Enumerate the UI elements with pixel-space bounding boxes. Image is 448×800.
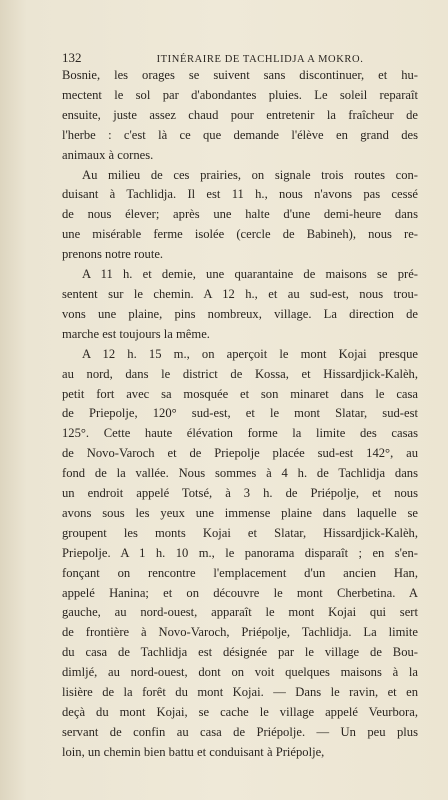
text-line: Au milieu de ces prairies, on signale trois routes con-	[82, 167, 418, 182]
text-line: fond de la vallée. Nous sommes à 4 h. de Tachlidja dans	[62, 466, 418, 481]
text-line: mectent le sol par d'abondantes pluies. Le soleil reparaît	[62, 87, 418, 102]
text-line: au nord, dans le district de Kossa, et Hissardjick-Kalèh,	[62, 366, 418, 381]
paragraph	[62, 265, 418, 345]
text-line: ensuite, juste assez chaud pour entretenir la fraîcheur de	[62, 107, 418, 122]
text-line: groupent les monts Kojai et Slatar, Hissardjick-Kalèh,	[62, 525, 418, 540]
text-line: animaux à cornes.	[62, 147, 154, 162]
text-line: avons sous les yeux une immense plaine dans laquelle se	[62, 505, 418, 520]
text-line: sentent sur le chemin. A 12 h., et au sud-est, nous trou-	[62, 286, 418, 301]
page-number: 132	[62, 50, 82, 65]
text-line: fonçant on rencontre l'emplacement d'un ancien Han,	[62, 565, 418, 580]
text-line: un endroit appelé Totsé, à 3 h. de Priépolje, et nous	[62, 486, 418, 501]
text-line: une misérable ferme isolée (cercle de Babineh), nous re-	[62, 227, 418, 242]
text-line: Bosnie, les orages se suivent sans discontinuer, et hu-	[62, 68, 418, 82]
text-line: appelé Hanina; et on découvre le mont Cherbetina. A	[62, 585, 418, 600]
text-line: gauche, au nord-ouest, apparaît le mont Kojai qui sert	[62, 605, 418, 620]
text-line: loin, un chemin bien battu et conduisant à Priépolje,	[62, 744, 325, 759]
text-line: marche est toujours la même.	[62, 326, 210, 341]
text-line: duisant à Tachlidja. Il est 11 h., nous n'avons pas cessé	[62, 187, 418, 202]
text-line: l'herbe : c'est là ce que demande l'élève en grand des	[62, 127, 418, 142]
page-header	[62, 50, 418, 66]
paragraph	[62, 66, 418, 166]
running-title: ITINÉRAIRE DE TACHLIDJA A MOKRO.	[156, 54, 364, 65]
text-line: du casa de Tachlidja est désignée par le village de Bou-	[62, 645, 418, 660]
text-line: A 11 h. et demie, une quarantaine de maisons se pré-	[82, 267, 418, 282]
text-line: de nous élever; après une halte d'une demi-heure dans	[62, 207, 418, 222]
text-line: prenons notre route.	[62, 247, 164, 262]
text-line: dimljé, au nord-ouest, dont on voit quelques maisons à la	[62, 665, 418, 680]
text-line: servant de confin au casa de Priépolje. — Un peu plus	[62, 724, 418, 739]
paragraph	[62, 345, 418, 763]
paragraph	[62, 166, 418, 266]
body-text	[62, 66, 418, 763]
text-line: petit fort avec sa mosquée et son minaret dans le casa	[62, 386, 418, 401]
text-line: de Novo-Varoch et de Priepolje placée sud-est 142°, au	[62, 446, 418, 461]
text-line: Priepolje. A 1 h. 10 m., le panorama disparaît ; en s'en-	[62, 545, 418, 560]
text-line: 125°. Cette haute élévation forme la limite des casas	[62, 426, 418, 441]
text-line: A 12 h. 15 m., on aperçoit le mont Kojai presque	[82, 346, 418, 361]
text-line: vons une plaine, pins nombreux, village. La direction de	[62, 306, 418, 321]
text-line: lisière de la forêt du mont Kojai. — Dans le ravin, et en	[62, 685, 418, 700]
text-line: deçà du mont Kojai, se cache le village appelé Veurbora,	[62, 705, 418, 719]
text-line: de frontière à Novo-Varoch, Priépolje, Tachlidja. La limite	[62, 625, 418, 640]
text-line: de Priepolje, 120° sud-est, et le mont Slatar, sud-est	[62, 406, 418, 421]
